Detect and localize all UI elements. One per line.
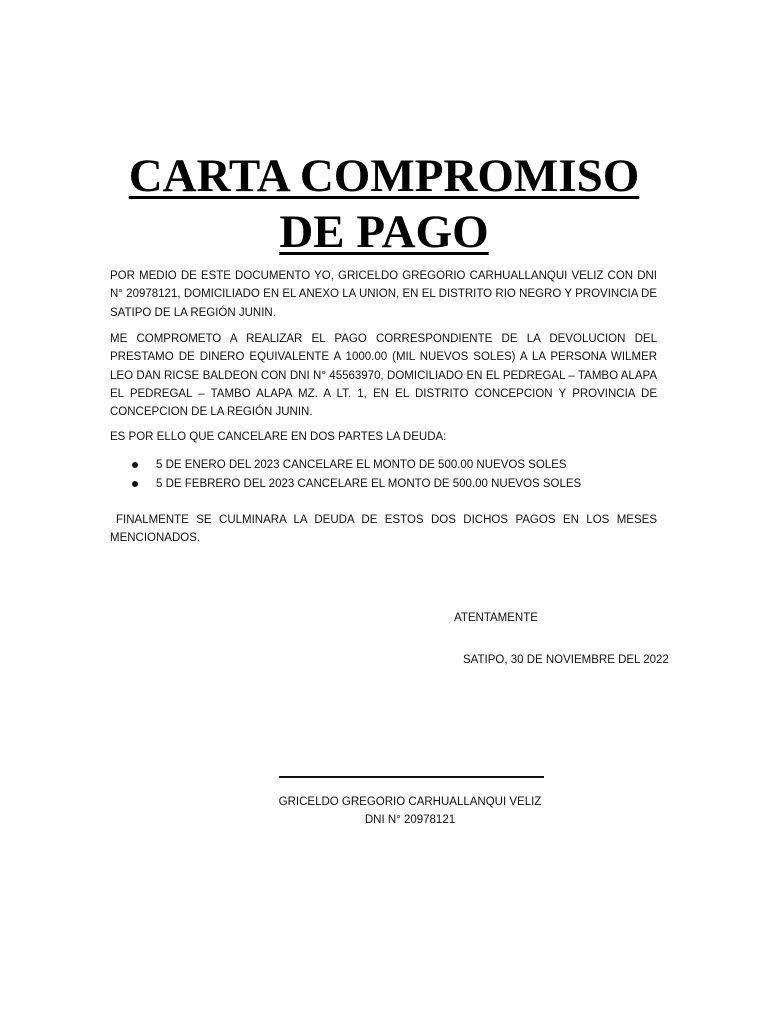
signer-dni: DNI N° 20978121 xyxy=(364,814,456,826)
final-paragraph: FINALMENTE SE CULMINARA LA DEUDA DE ESTOS DOS DICHOS PAGOS EN LOS MESES MENCIONADOS. xyxy=(110,514,657,545)
signature-line xyxy=(279,776,544,778)
commitment-paragraph: ME COMPROMETO A REALIZAR EL PAGO CORRESPONDIENTE DE LA DEVOLUCION DEL PRESTAMO DE DINERO EQUIVALENTE A 1000.00 (MIL NUEVOS SOLES) A LA PERSONA WILMER LEO DAN RICSE BALDEON CON DNI N° 45563970, DOMICILIADO EN EL PEDREGAL – TAMBO ALAPA EL PEDREGAL – TAMBO ALAPA MZ. A LT. 1, EN EL DISTRITO CONCEPCION Y PROVINCIA DE CONCEPCION DE LA REGIÓN JUNIN. xyxy=(110,333,657,419)
installment-list xyxy=(110,456,657,493)
payment-intro-paragraph: ES POR ELLO QUE CANCELARE EN DOS PARTES LA DEUDA: xyxy=(110,431,447,443)
installment-item xyxy=(110,456,657,475)
place-date: SATIPO, 30 DE NOVIEMBRE DEL 2022 xyxy=(463,654,669,666)
installment-item xyxy=(110,475,657,494)
closing-salutation: ATENTAMENTE xyxy=(454,612,538,624)
document-title-line-1: CARTA COMPROMISO xyxy=(128,150,640,202)
document-title-line-2: DE PAGO xyxy=(279,206,489,258)
signer-name: GRICELDO GREGORIO CARHUALLANQUI VELIZ xyxy=(278,796,542,808)
bullet-icon xyxy=(132,462,138,468)
installment-text: 5 DE ENERO DEL 2023 CANCELARE EL MONTO DE 500.00 NUEVOS SOLES xyxy=(156,459,567,471)
bullet-icon xyxy=(132,481,138,487)
declaration-paragraph: POR MEDIO DE ESTE DOCUMENTO YO, GRICELDO GREGORIO CARHUALLANQUI VELIZ CON DNI N° 20978121, DOMICILIADO EN EL ANEXO LA UNION, EN EL DISTRITO RIO NEGRO Y PROVINCIA DE SATIPO DE LA REGIÓN JUNIN. xyxy=(110,270,657,319)
installment-text: 5 DE FEBRERO DEL 2023 CANCELARE EL MONTO DE 500.00 NUEVOS SOLES xyxy=(156,477,582,490)
